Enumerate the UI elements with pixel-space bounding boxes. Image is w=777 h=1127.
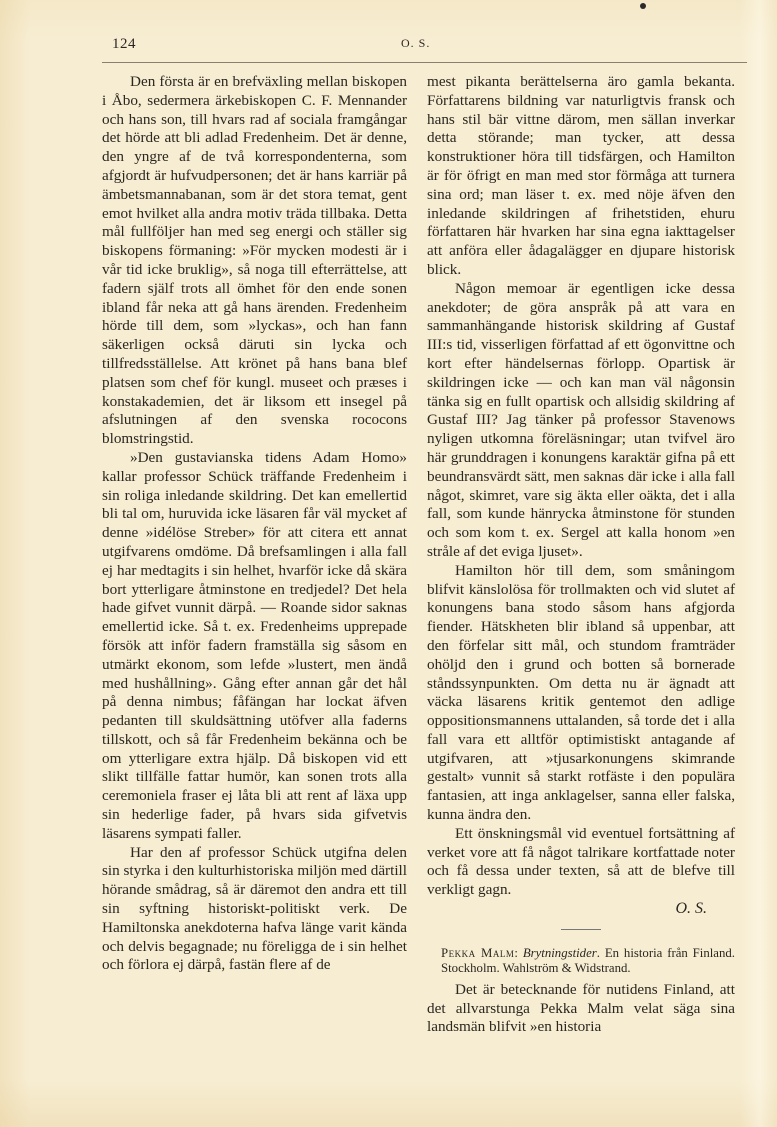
signature: O. S. xyxy=(675,900,707,918)
paragraph: »Den gustavianska tidens Adam Homo» kallar professor Schück träffande Fredenheim i sin roliga inledande skildring. Det kan emellertid bli tal om, huruvida icke läsaren får väl mycket af denne »idélöse Streber» för att citera ett annat utgifvarens omdöme. Då brefsamlingen i alla fall ej har medtagits i sin helhet, hvarför icke då skära bort ytterligare åtminstone en tredjedel? Det hela hade gifvet vunnit därpå. — Roande sidor saknas emellertid icke. Så t. ex. Fredenheims upprepade försök att inför fadern framställa sig såsom en utmärkt ekonom, som lefde »lustert, men ändå med hushållning». Gång efter annan går det hål på denna nimbus; fåfängan har lockat äfven pedanten till skuldsättning utöfver alla faderns tillskott, och så får Fredenheim bekänna och be om ytterligare extra hjälp. Då biskopen vid ett slikt tillfälle fattar humör, kan sonen trots alla ceremoniela fraser ej låta bli att rent af läxa upp sin hederlige fader, på hvars sida gifvetvis läsarens sympati faller. xyxy=(102,448,407,842)
page-number: 124 xyxy=(112,36,136,52)
review-author: Pekka Malm xyxy=(441,945,515,960)
paragraph: Hamilton hör till dem, som småningom blifvit känslolösa för trollmakten och vid slutet af konungens bana stodo såsom hans afgjorda fiender. Hätskheten blir ibland så uppenbar, att den förfelar sitt mål, och stundom framträder ohöljd den i grund och botten så bornerade ståndssynpunkten. Om detta nu är ägnadt att väcka läsarens kritik gentemot den adlige oppositionsmannens uttalanden, så torde det i alla fall vara ett alltför optimistiskt antagande af utgifvaren, att »tjusarkonungens skimrande gestalt» vunnit så starkt rotfäste i den populära fantasien, att inga anklagelser, sanna eller falska, kunna ändra den. xyxy=(427,561,735,824)
right-column xyxy=(427,73,735,1037)
review-details: . En historia från Finland. Stockholm. Wahlström & Widstrand. xyxy=(441,945,735,976)
paragraph: Det är betecknande för nutidens Finland, att det allvarstunga Pekka Malm velat säga sina landsmän blifvit »en historia xyxy=(427,980,735,1036)
author-separator: : xyxy=(514,945,523,960)
running-head: O. S. xyxy=(401,36,431,50)
paragraph: Någon memoar är egentligen icke dessa anekdoter; de göra anspråk på att vara en sammanhängande historisk skildring af Gustaf III:s tid, visserligen författad af ett ögonvittne och kort efter händelsernas förlopp. Opartisk är skildringen icke — och kan man väl någonsin tänka sig en fullt opartisk och allsidig skildring af Gustaf III? Jag tänker på professor Stavenows nyligen utkomna föreläsningar; utan tvifvel äro här grunddragen i konungens karaktär gifna på ett beundransvärdt sätt, men saknas där icke i alla fall något, skimret, vare sig äkta eller oäkta, det i alla fall, som kunde hänrycka åtminstone för stunden och som kom t. ex. Sergel att kalla honom »en stråle af det eviga ljuset». xyxy=(427,279,735,560)
paragraph: Har den af professor Schück utgifna delen sin styrka i den kulturhistoriska miljön med därtill hörande smådrag, så är däremot den andra ett till sin syftning historiskt-politiskt verk. De Hamiltonska anekdoterna hafva länge varit kända och delvis begagnade; nu föreligga de i sin helhet och förlora ej därpå, fastän flere af de xyxy=(102,843,407,974)
left-column xyxy=(102,73,407,975)
paragraph: Den första är en brefväxling mellan biskopen i Åbo, sedermera ärkebiskopen C. F. Mennander och hans son, till hvars rad af sociala framgångar det hörde att bli adlad Fredenheim. Det är denne, den yngre af de två korrespondenterna, som afgjordt är hufvudpersonen; det är hans karriär på ämbetsmannabanan, som är det stora temat, gent emot hvilket alla andra motiv träda tillbaka. Detta mål fullföljer han med seg energi och ställer sig biskopens förmaning: »För mycken modesti är i vår tid icke bruklig», så noga till efterrättelse, att fadern själf trots all ömhet för den ende sonen ibland får neka att gå hans ärenden. Fredenheim hörde till dem, som »lyckas», och han fann säkerligen också däruti sin lycka och tillfredsställelse. Att krönet på hans bana blef platsen som chef för kungl. museet och præses i konstakademien, det är liksom ett insegel på afslutningen af den svenska rococons blomstringstid. xyxy=(102,73,407,448)
paragraph: Ett önskningsmål vid eventuel fortsättning af verket vore att få något talrikare kortfattade noter och få dessa under texten, så att de blefve till verkligt gagn. xyxy=(427,824,735,899)
page-header xyxy=(102,34,752,54)
paragraph: mest pikanta berättelserna äro gamla bekanta. Författarens bildning var naturligtvis fransk och hans stil bär vittne därom, men sällan inverkar detta störande; man tycker, att dessa konstruktioner höra till tidsfärgen, och Hamilton är för öfrigt en man med stor förmåga att turnera sina ord; man läser t. ex. med nöje äfven den inledande skildringen af frihetstiden, ehuru författaren här hvarken har sina egna iakttagelser att anföra eller ådagalägger en djupare historisk blick. xyxy=(427,73,735,278)
section-divider xyxy=(561,929,601,930)
review-citation xyxy=(427,946,735,977)
review-title: Brytningstider xyxy=(522,945,597,960)
ink-speck xyxy=(640,3,646,9)
header-rule xyxy=(102,62,747,63)
